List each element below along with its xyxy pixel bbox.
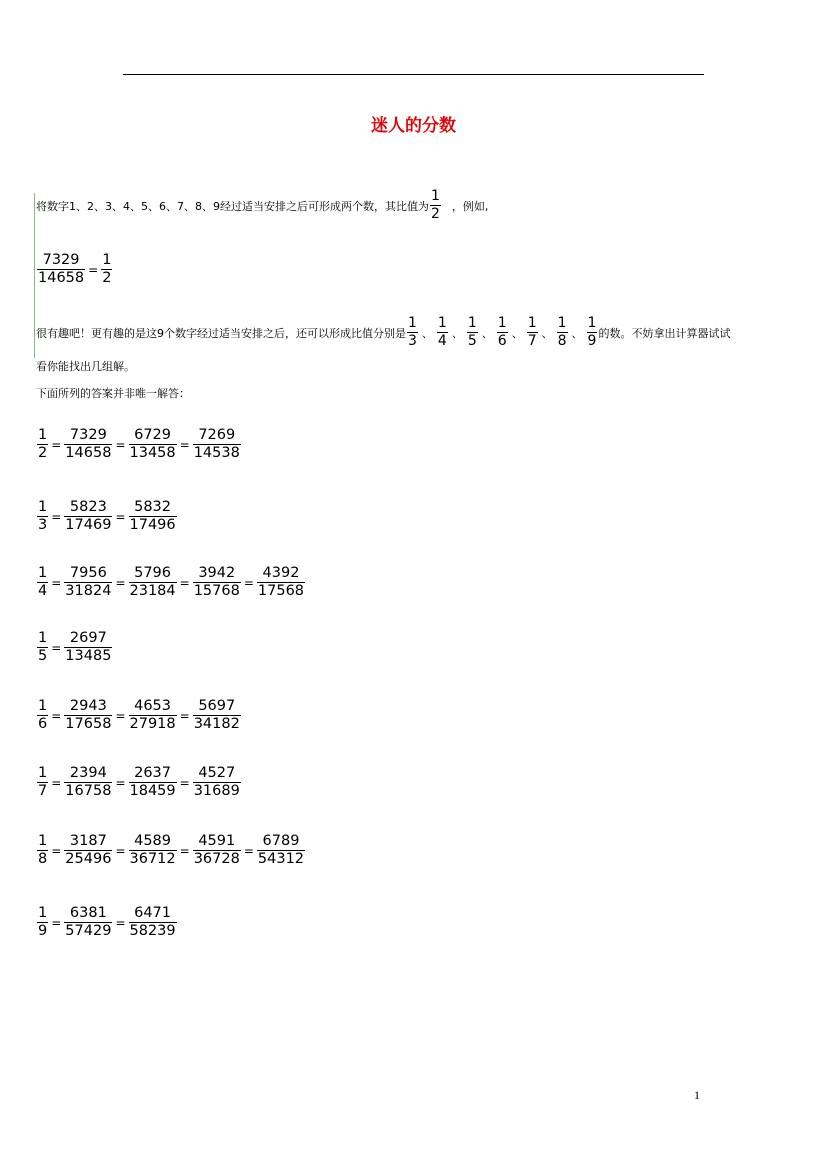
fraction-numerator: 3942 xyxy=(198,565,236,581)
margin-marker xyxy=(34,193,35,358)
fraction-numerator: 4527 xyxy=(198,765,236,781)
answer-ratio-fraction xyxy=(37,499,48,534)
para2-line2: 看你能找出几组解。 xyxy=(36,360,135,373)
fraction-numerator: 5796 xyxy=(134,565,172,581)
fraction-denominator: 2 xyxy=(431,206,440,222)
answer-row xyxy=(36,565,306,600)
equals-sign: = xyxy=(179,843,190,858)
fraction-numerator: 1 xyxy=(38,765,48,781)
answer-fraction xyxy=(64,698,112,733)
answer-fraction xyxy=(129,905,177,940)
answer-row xyxy=(36,630,113,665)
fraction-numerator: 1 xyxy=(102,252,112,268)
equals-sign: = xyxy=(179,708,190,723)
para2-ratio-fraction xyxy=(467,315,478,350)
para2-text-before: 很有趣吧！更有趣的是这9个数字经过适当安排之后，还可以形成比值分别是 xyxy=(36,326,406,340)
equals-sign: = xyxy=(51,775,62,790)
answer-fraction xyxy=(129,698,177,733)
equals-sign: = xyxy=(51,708,62,723)
fraction-denominator: 17658 xyxy=(65,716,112,732)
intro-text-before: 将数字1、2、3、4、5、6、7、8、9经过适当安排之后可形成两个数，其比值为 xyxy=(36,199,429,213)
fraction-numerator: 1 xyxy=(38,630,48,646)
answer-fraction xyxy=(64,630,112,665)
fraction-denominator: 15768 xyxy=(193,583,240,599)
list-separator: 、 xyxy=(481,326,493,340)
list-separator: 、 xyxy=(451,326,463,340)
fraction-numerator: 2637 xyxy=(134,765,172,781)
fraction-denominator: 2 xyxy=(38,445,48,461)
fraction-denominator: 16758 xyxy=(65,783,112,799)
answer-ratio-fraction xyxy=(37,698,48,733)
fraction-numerator: 6729 xyxy=(134,427,172,443)
equals-sign: = xyxy=(88,262,99,277)
fraction-denominator: 58239 xyxy=(129,923,176,939)
fraction-numerator: 2943 xyxy=(69,698,107,714)
fraction-numerator: 5832 xyxy=(134,499,172,515)
fraction-numerator: 7329 xyxy=(69,427,107,443)
fraction-numerator: 1 xyxy=(38,698,48,714)
example-equation xyxy=(36,252,113,287)
fraction-numerator: 3187 xyxy=(69,833,107,849)
equals-sign: = xyxy=(115,708,126,723)
answer-fraction xyxy=(257,833,305,868)
fraction-denominator: 23184 xyxy=(129,583,176,599)
answer-row xyxy=(36,833,306,868)
equals-sign: = xyxy=(51,575,62,590)
fraction-denominator: 17469 xyxy=(65,517,112,533)
fraction-numerator: 5697 xyxy=(198,698,236,714)
fraction-numerator: 1 xyxy=(38,833,48,849)
answer-ratio-fraction xyxy=(37,630,48,665)
fraction-numerator: 1 xyxy=(408,315,417,331)
fraction-denominator: 8 xyxy=(557,333,567,349)
equals-sign: = xyxy=(51,437,62,452)
example-left-fraction xyxy=(37,252,85,287)
fraction-numerator: 4591 xyxy=(198,833,236,849)
answer-fraction xyxy=(64,427,112,462)
answer-row xyxy=(36,698,242,733)
fraction-denominator: 3 xyxy=(38,517,48,533)
fraction-denominator: 14658 xyxy=(65,445,112,461)
fraction-denominator: 9 xyxy=(38,923,48,939)
equals-sign: = xyxy=(115,437,126,452)
fraction-denominator: 31824 xyxy=(65,583,112,599)
fraction-denominator: 3 xyxy=(408,333,417,349)
fraction-numerator: 7269 xyxy=(198,427,236,443)
intro-ratio-fraction xyxy=(430,188,441,223)
equals-sign: = xyxy=(51,640,62,655)
list-separator: 、 xyxy=(421,326,433,340)
answer-ratio-fraction xyxy=(37,833,48,868)
fraction-denominator: 14538 xyxy=(193,445,240,461)
equals-sign: = xyxy=(115,915,126,930)
answer-fraction xyxy=(64,765,112,800)
equals-sign: = xyxy=(179,575,190,590)
answer-fraction xyxy=(129,565,177,600)
fraction-denominator: 57429 xyxy=(65,923,112,939)
fraction-numerator: 2697 xyxy=(69,630,107,646)
equals-sign: = xyxy=(179,437,190,452)
equals-sign: = xyxy=(51,509,62,524)
fraction-numerator: 6789 xyxy=(262,833,300,849)
fraction-numerator: 4392 xyxy=(262,565,300,581)
fraction-numerator: 1 xyxy=(557,315,567,331)
equals-sign: = xyxy=(115,575,126,590)
fraction-denominator: 4 xyxy=(437,333,447,349)
equals-sign: = xyxy=(115,509,126,524)
fraction-denominator: 4 xyxy=(38,583,48,599)
fraction-denominator: 13485 xyxy=(65,648,112,664)
answer-ratio-fraction xyxy=(37,765,48,800)
fraction-numerator: 7329 xyxy=(42,252,80,268)
fraction-denominator: 9 xyxy=(587,333,597,349)
para2-line1 xyxy=(36,315,730,350)
answer-fraction xyxy=(129,833,177,868)
fraction-denominator: 7 xyxy=(38,783,48,799)
fraction-numerator: 5823 xyxy=(69,499,107,515)
fraction-denominator: 17496 xyxy=(129,517,176,533)
answer-row xyxy=(36,499,178,534)
fraction-denominator: 17568 xyxy=(257,583,305,599)
intro-paragraph xyxy=(36,188,488,223)
fraction-denominator: 5 xyxy=(38,648,48,664)
answer-row xyxy=(36,427,242,462)
answer-fraction xyxy=(64,833,112,868)
example-right-fraction xyxy=(101,252,112,287)
fraction-numerator: 1 xyxy=(437,315,447,331)
answer-fraction xyxy=(64,565,112,600)
equals-sign: = xyxy=(243,843,254,858)
fraction-denominator: 5 xyxy=(467,333,477,349)
answer-ratio-fraction xyxy=(37,565,48,600)
equals-sign: = xyxy=(115,843,126,858)
fraction-denominator: 14658 xyxy=(38,270,85,286)
equals-sign: = xyxy=(51,915,62,930)
fraction-numerator: 1 xyxy=(527,315,537,331)
answer-fraction xyxy=(64,499,112,534)
answer-ratio-fraction xyxy=(37,427,48,462)
fraction-numerator: 1 xyxy=(497,315,507,331)
para2-ratio-fraction xyxy=(497,315,508,350)
fraction-denominator: 2 xyxy=(102,270,112,286)
para2-text-after: 的数。不妨拿出计算器试试 xyxy=(598,326,731,340)
answer-fraction xyxy=(193,765,241,800)
answer-fraction xyxy=(64,905,112,940)
answer-ratio-fraction xyxy=(37,905,48,940)
fraction-denominator: 54312 xyxy=(257,851,305,867)
answer-row xyxy=(36,905,178,940)
answer-fraction xyxy=(129,765,177,800)
para2-ratio-fraction xyxy=(557,315,568,350)
answer-intro: 下面所列的答案并非唯一解答： xyxy=(36,387,190,400)
intro-text-after: ，例如, xyxy=(451,199,489,213)
fraction-numerator: 2394 xyxy=(69,765,107,781)
fraction-denominator: 36728 xyxy=(193,851,240,867)
fraction-denominator: 27918 xyxy=(129,716,176,732)
para2-ratio-fraction xyxy=(437,315,448,350)
equals-sign: = xyxy=(115,775,126,790)
fraction-denominator: 25496 xyxy=(65,851,112,867)
fraction-numerator: 1 xyxy=(38,565,48,581)
fraction-denominator: 31689 xyxy=(193,783,240,799)
page-number: 1 xyxy=(694,1088,700,1102)
answer-fraction xyxy=(193,833,241,868)
answer-fraction xyxy=(129,427,177,462)
fraction-numerator: 1 xyxy=(38,427,48,443)
fraction-numerator: 1 xyxy=(431,188,440,204)
para2-ratio-fraction xyxy=(527,315,538,350)
fraction-denominator: 6 xyxy=(497,333,507,349)
answer-fraction xyxy=(193,698,241,733)
fraction-numerator: 6471 xyxy=(134,905,172,921)
equals-sign: = xyxy=(243,575,254,590)
para2-ratio-fraction xyxy=(587,315,598,350)
fraction-numerator: 1 xyxy=(38,905,48,921)
answer-fraction xyxy=(129,499,177,534)
fraction-numerator: 6381 xyxy=(69,905,107,921)
list-separator: 、 xyxy=(571,326,583,340)
fraction-numerator: 1 xyxy=(587,315,597,331)
fraction-denominator: 34182 xyxy=(193,716,240,732)
fraction-denominator: 7 xyxy=(527,333,537,349)
header-rule xyxy=(123,74,704,75)
equals-sign: = xyxy=(179,775,190,790)
fraction-numerator: 1 xyxy=(467,315,477,331)
fraction-numerator: 7956 xyxy=(69,565,107,581)
equals-sign: = xyxy=(51,843,62,858)
fraction-numerator: 4653 xyxy=(134,698,172,714)
fraction-denominator: 8 xyxy=(38,851,48,867)
para2-ratio-fraction xyxy=(407,315,418,350)
fraction-numerator: 1 xyxy=(38,499,48,515)
answer-fraction xyxy=(193,565,241,600)
list-separator: 、 xyxy=(511,326,523,340)
fraction-denominator: 13458 xyxy=(129,445,176,461)
fraction-numerator: 4589 xyxy=(134,833,172,849)
answer-fraction xyxy=(193,427,241,462)
answer-fraction xyxy=(257,565,305,600)
fraction-denominator: 36712 xyxy=(129,851,176,867)
answer-row xyxy=(36,765,242,800)
list-separator: 、 xyxy=(541,326,553,340)
page-title: 迷人的分数 xyxy=(371,116,456,136)
fraction-denominator: 6 xyxy=(38,716,48,732)
fraction-denominator: 18459 xyxy=(129,783,176,799)
